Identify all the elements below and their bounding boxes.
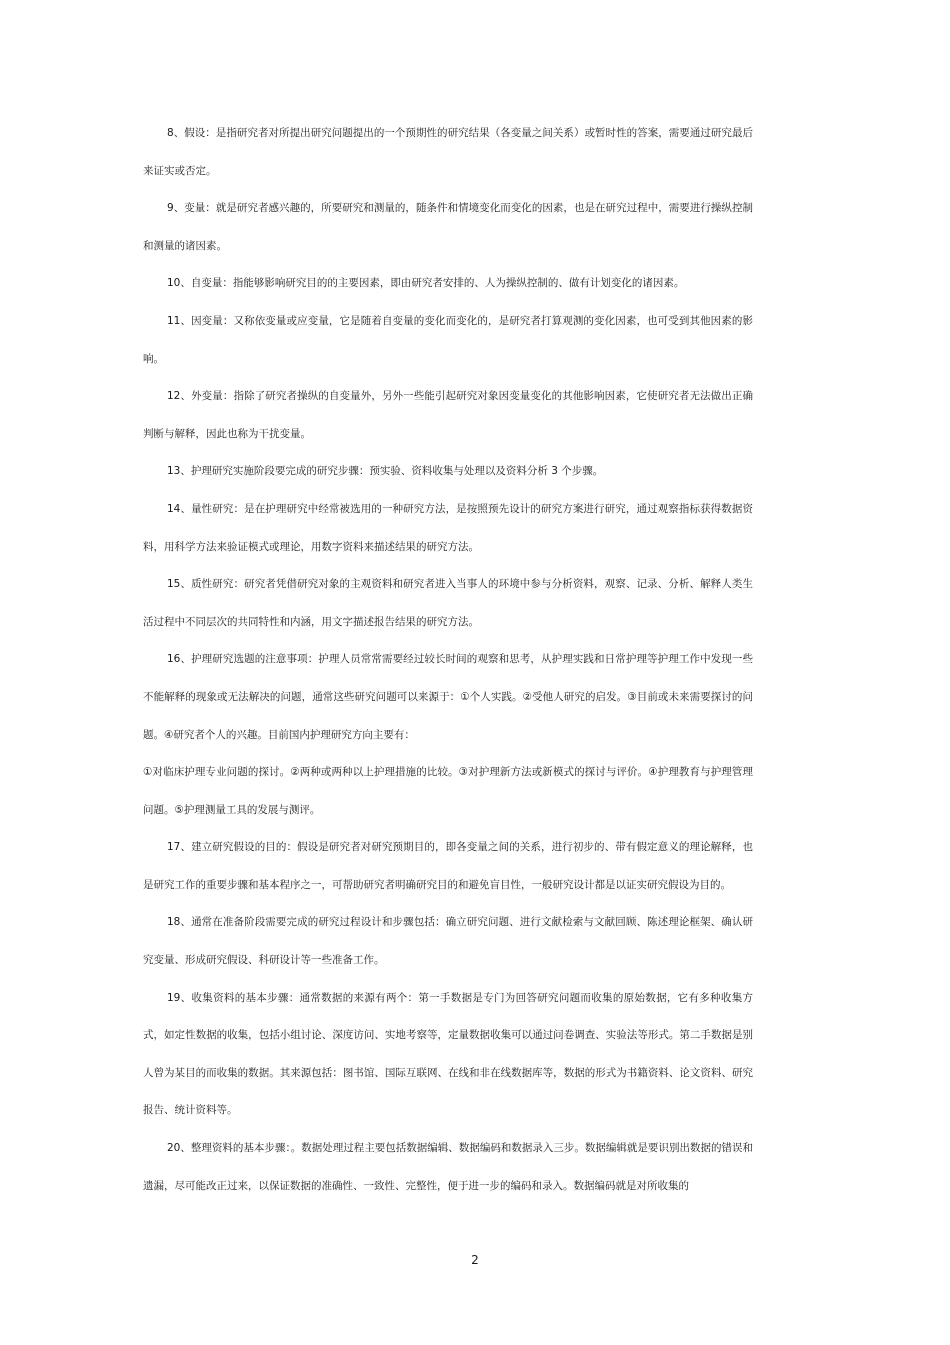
paragraph-19-data-collection: 19、收集资料的基本步骤：通常数据的来源有两个：第一手数据是专门为回答研究问题而收集的原始数据，它有多种收集方式，如定性数据的收集，包括小组讨论、深度访问、实地考察等，定量数据收集可以通过问卷调查、实验法等形式。第二手数据是别人曾为某目的而收集的数据。其来源包括：图书馆、国际互联网、在线和非在线数据库等，数据的形式为书籍资料、论文资料、研究报告、统计资料等。 bbox=[143, 991, 753, 1117]
paragraph-9-variable: 9、变量：就是研究者感兴趣的，所要研究和测量的，随条件和情境变化而变化的因素，也是在研究过程中，需要进行操纵控制和测量的诸因素。 bbox=[143, 202, 753, 252]
paragraph-16-research-directions: ①对临床护理专业问题的探讨。②两种或两种以上护理措施的比较。③对护理新方法或新模式的探讨与评价。④护理教育与护理管理问题。⑤护理测量工具的发展与测评。 bbox=[143, 766, 753, 816]
paragraph-10-independent-variable: 10、自变量：指能够影响研究目的的主要因素，即由研究者安排的、人为操纵控制的、做有计划变化的诸因素。 bbox=[167, 277, 685, 290]
page-number: 2 bbox=[471, 1253, 479, 1267]
paragraph-13-implementation-steps: 13、护理研究实施阶段要完成的研究步骤：预实验、资料收集与处理以及资料分析 3 个步骤。 bbox=[167, 465, 604, 478]
paragraph-17-hypothesis-purpose: 17、建立研究假设的目的：假设是研究者对研究预期目的，即各变量之间的关系，进行初步的、带有假定意义的理论解释，也是研究工作的重要步骤和基本程序之一，可帮助研究者明确研究目的和避免盲目性，一般研究设计都是以证实研究假设为目的。 bbox=[143, 841, 753, 891]
paragraph-8-hypothesis: 8、假设：是指研究者对所提出研究问题提出的一个预期性的研究结果（各变量之间关系）或暂时性的答案，需要通过研究最后来证实或否定。 bbox=[143, 127, 753, 177]
paragraph-16-topic-selection: 16、护理研究选题的注意事项：护理人员常常需要经过较长时间的观察和思考，从护理实践和日常护理等护理工作中发现一些不能解释的现象或无法解决的问题，通常这些研究问题可以来源于：①个人实践。②受他人研究的启发。③目前或未来需要探讨的问题。④研究者个人的兴趣。目前国内护理研究方向主要有： bbox=[143, 653, 753, 741]
paragraph-11-dependent-variable: 11、因变量：又称依变量或应变量，它是随着自变量的变化而变化的，是研究者打算观测的变化因素，也可受到其他因素的影响。 bbox=[143, 314, 753, 365]
document-body bbox=[143, 115, 753, 1205]
paragraph-15-qualitative-research: 15、质性研究：研究者凭借研究对象的主观资料和研究者进入当事人的环境中参与分析资料，观察、记录、分析、解释人类生活过程中不同层次的共同特性和内涵，用文字描述报告结果的研究方法。 bbox=[143, 578, 753, 628]
paragraph-12-extraneous-variable: 12、外变量：指除了研究者操纵的自变量外，另外一些能引起研究对象因变量变化的其他影响因素，它使研究者无法做出正确判断与解释，因此也称为干扰变量。 bbox=[143, 390, 753, 440]
paragraph-20-data-processing: 20、整理资料的基本步骤：。数据处理过程主要包括数据编辑、数据编码和数据录入三步。数据编辑就是要识别出数据的错误和遗漏，尽可能改正过来，以保证数据的准确性、一致性、完整性，便于进一步的编码和录入。数据编码就是对所收集的 bbox=[143, 1142, 753, 1192]
paragraph-14-quantitative-research: 14、量性研究：是在护理研究中经常被选用的一种研究方法，是按照预先设计的研究方案进行研究，通过观察指标获得数据资料，用科学方法来验证模式或理论，用数字资料来描述结果的研究方法。 bbox=[143, 502, 753, 553]
paragraph-18-preparation-steps: 18、通常在准备阶段需要完成的研究过程设计和步骤包括：确立研究问题、进行文献检索与文献回顾、陈述理论框架、确认研究变量、形成研究假设、科研设计等一些准备工作。 bbox=[143, 916, 753, 967]
